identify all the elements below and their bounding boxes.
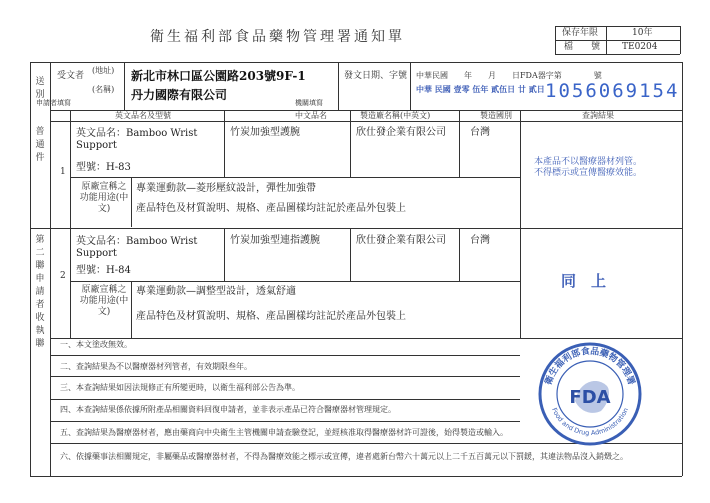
- note-1: 一、本文塗改無效。: [60, 340, 132, 349]
- item1-function-line2: 產品特色及材質說明、規格、產品圖樣均註記於產品外包裝上: [136, 203, 406, 214]
- header-chinese-name: 中文品名: [295, 111, 327, 120]
- index-divider: [70, 110, 71, 338]
- header-divider-4: [520, 110, 521, 338]
- retention-box-top: [555, 26, 680, 27]
- item1-function-line1: 專業運動款—菱形壓紋設計，彈性加強帶: [136, 183, 316, 194]
- item2-divider-2: [350, 228, 351, 281]
- applicant-label: 受文者: [57, 71, 85, 81]
- note-2: 二、查詢結果為不以醫療器材列管者，有效期限叁年。: [60, 362, 252, 371]
- recipient-issue-divider: [338, 62, 339, 110]
- header-country: 製造國別: [480, 111, 512, 120]
- note-divider-1: [50, 355, 520, 356]
- frame-bottom: [30, 476, 682, 477]
- note-6: 六、依據藥事法相關規定，非屬藥品或醫療器材者，不得為醫療效能之標示或宣傳，違者處新台幣六十萬元以上二千五百萬元以下罰鍰，其違法物品沒入銷燬之。: [60, 452, 628, 461]
- item2-divider-1: [224, 228, 225, 281]
- fda-seal-stamp: [537, 341, 643, 447]
- item1-manufacturer: 欣仕發企業有限公司: [356, 127, 446, 138]
- agency-fill-note: 機關填寫: [295, 99, 323, 107]
- item1-model: 型號：H-83: [76, 162, 131, 173]
- group-label-divider: [50, 110, 51, 338]
- header-manufacturer: 製造廠名稱(中英文): [360, 111, 431, 120]
- item2-function-line2: 產品特色及材質說明、規格、產品圖樣均註記於產品外包裝上: [136, 311, 406, 322]
- retention-value: 10年: [632, 28, 653, 38]
- table-header-bottom: [50, 121, 682, 122]
- note-divider-3: [50, 399, 520, 400]
- notes-left-divider: [50, 338, 51, 476]
- header-divider-2: [350, 110, 351, 121]
- item1-chinese-name: 竹炭加強型護腕: [230, 127, 300, 138]
- group-label-normal: 普通件: [35, 127, 45, 163]
- item2-chinese-name: 竹炭加強型連指護腕: [230, 235, 320, 246]
- item2-function-line1: 專業運動款—調整型設計，透氣舒適: [136, 286, 296, 297]
- item2-manufacturer: 欣仕發企業有限公司: [356, 235, 446, 246]
- note-divider-4: [50, 421, 520, 422]
- note-5: 五、查詢結果為醫療器材者，應由藥商向中央衛生主管機關申請查驗登記，並經核准取得醫療器材許可證後，始得製造或輸入。: [60, 428, 508, 437]
- item1-function-top: [70, 177, 520, 178]
- issue-number: 1056069154: [545, 80, 680, 102]
- retention-label: 保存年限: [562, 28, 599, 38]
- doc-number: TE0204: [622, 42, 658, 52]
- frame-right: [682, 62, 683, 476]
- recipient-label-divider: [124, 62, 125, 110]
- retention-box-right: [680, 26, 681, 54]
- item2-country: 台灣: [470, 235, 490, 246]
- item2-index: 2: [60, 271, 66, 281]
- note-divider-2: [50, 376, 520, 377]
- name-label: (名稱): [92, 85, 115, 94]
- item2-function-top: [70, 281, 520, 282]
- issue-value-divider: [410, 62, 411, 110]
- applicant-address: 新北市林口區公園路203號9F-1: [131, 69, 306, 83]
- item2-result-same: 同 上: [561, 272, 607, 290]
- header-english-name: 英文品名及型號: [115, 111, 171, 120]
- applicant-name: 丹力國際有限公司: [131, 88, 228, 102]
- item2-english-name: 英文品名：Bamboo Wrist Support: [76, 236, 198, 259]
- stamp-top-path: 衛生福利部食品藥物管理署: [544, 346, 636, 387]
- issue-date-stamp: 中華 民國 壹零 伍年 貳伍日 廿 貳日: [416, 84, 545, 94]
- side-label-recipient: 送別: [35, 77, 45, 100]
- retention-box-divider: [606, 26, 607, 54]
- item1-function-label: 原廠宣稱之功能用途(中文): [79, 182, 129, 214]
- note-4: 四、本查詢結果係依據所附產品相關資料回復申請者，並非表示產品已符合醫療器材管理規定。: [60, 405, 396, 414]
- item-separator: [30, 228, 682, 229]
- item1-result-line1: 本產品不以醫療器材列管。: [534, 157, 643, 167]
- frame-top: [30, 62, 682, 63]
- item2-function-divider: [131, 281, 132, 338]
- item1-divider-2: [350, 121, 351, 177]
- item1-divider-1: [224, 121, 225, 177]
- doc-number-label: 檔 號: [564, 42, 601, 52]
- group-label-receipt: 第二聯申請者收執聯: [35, 235, 45, 349]
- header-divider-3: [459, 110, 460, 121]
- item1-country: 台灣: [470, 127, 490, 138]
- item1-index: 1: [60, 167, 66, 177]
- retention-box-mid: [555, 40, 680, 41]
- retention-box-bottom: [555, 54, 680, 55]
- retention-box-left: [555, 26, 556, 54]
- stamp-bottom-path: Food and Drug Administration: [550, 406, 631, 438]
- item1-result-line2: 不得標示或宣傳醫療效能。: [534, 168, 643, 178]
- stamp-top-text: [542, 345, 638, 387]
- document-title: 衛生福利部食品藥物管理署通知單: [150, 29, 405, 45]
- applicant-fill-note: 申請者填寫: [36, 99, 71, 107]
- item1-english-name: 英文品名：Bamboo Wrist Support: [76, 128, 198, 151]
- item2-model: 型號：H-84: [76, 265, 131, 276]
- item2-function-label: 原廠宣稱之功能用途(中文): [79, 285, 129, 317]
- address-label: (地址): [92, 66, 115, 75]
- header-result: 查詢結果: [582, 111, 614, 120]
- header-divider-1: [224, 110, 225, 121]
- note-3: 三、本查詢結果如因法規修正有所變更時，以衛生福利部公告為準。: [60, 383, 300, 392]
- frame-left: [30, 62, 31, 476]
- notes-top: [50, 338, 682, 339]
- item2-divider-3: [459, 228, 460, 281]
- issue-template-line: 中華民國 年 月 日FDA器字第 號: [416, 71, 602, 80]
- stamp-center-fda: FDA: [569, 387, 611, 408]
- item1-function-divider: [131, 177, 132, 227]
- item1-divider-3: [459, 121, 460, 177]
- issue-label: 發文日期、字號: [344, 71, 408, 81]
